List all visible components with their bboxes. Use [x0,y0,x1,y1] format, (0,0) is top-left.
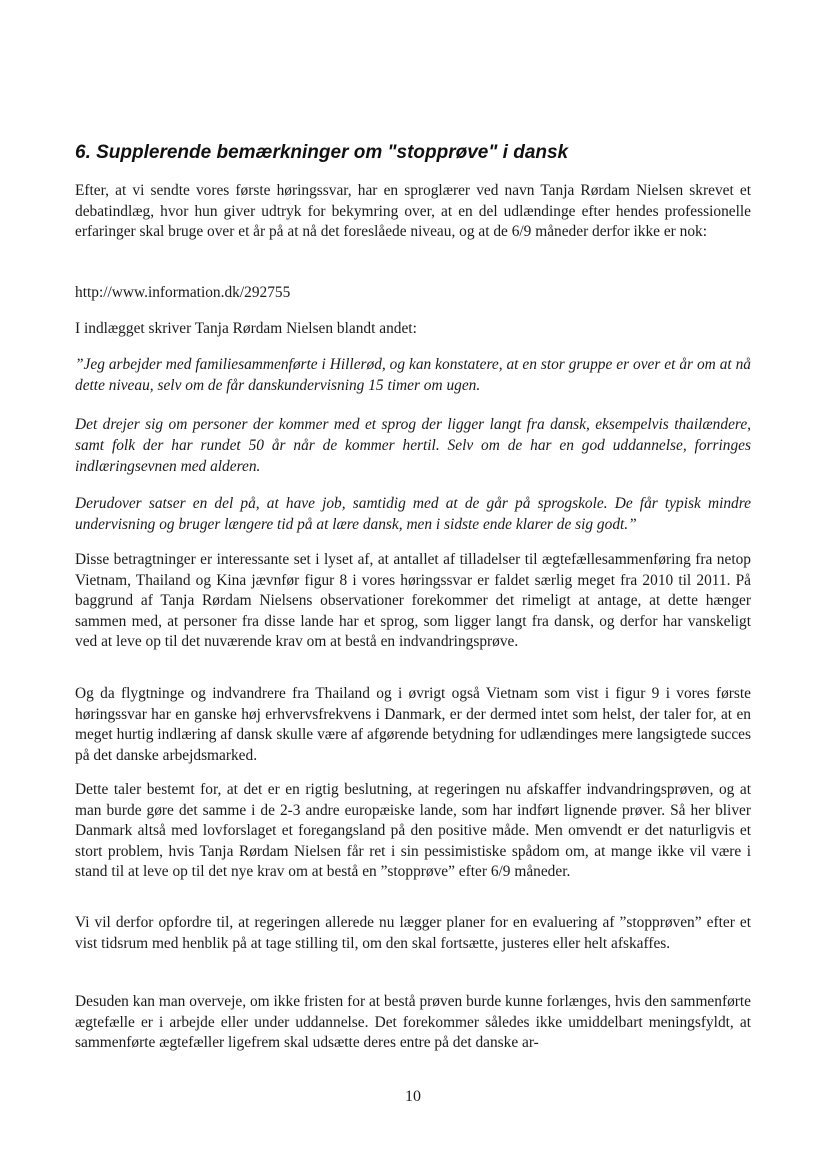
quote-paragraph-3: Derudover satser en del på, at have job, samtidig med at de går på sprogskole. De får typisk mindre undervisning og bruger længere tid på at lære dansk, men i sidste ende klarer de sig godt.” [75,495,751,533]
body-paragraph-3: Dette taler bestemt for, at det er en rigtig beslutning, at regeringen nu afskaffer indvandringsprøven, og at man burde gøre det samme i de 2-3 andre europæiske lande, som har indført lignende prøver. Så her bliver Danmark altså med lovforslaget et foregangsland på den positive måde. Men omvendt er det naturligvis et stort problem, hvis Tanja Rørdam Nielsen får ret i sin pessimistiske spådom om, at mange ikke vil være i stand til at leve op til det nye krav om at bestå en ”stopprøve” efter 6/9 måneder. [75,781,751,880]
quote-paragraph-1: ”Jeg arbejder med familiesammenførte i Hillerød, og kan konstatere, at en stor gruppe er over et år om at nå dette niveau, selv om de får danskundervisning 15 timer om ugen. [75,356,751,394]
section-heading: 6. Supplerende bemærkninger om "stopprøve" i dansk [75,142,569,163]
body-paragraph-2: Og da flygtninge og indvandrere fra Thailand og i øvrigt også Vietnam som vist i figur 9 i vores første høringssvar har en ganske høj erhvervsfrekvens i Danmark, er der dermed intet som helst, der taler for, at en meget hurtig indlæring af dansk skulle være af afgørende betydning for udlændinges mere langsigtede succes på det danske arbejdsmarked. [75,685,751,764]
quote-paragraph-2: Det drejer sig om personer der kommer med et sprog der ligger langt fra dansk, eksempelvis thailændere, samt folk der har rundet 50 år når de kommer hertil. Selv om de har en god uddannelse, forringes indlæringsevnen med alderen. [75,416,751,475]
page-number: 10 [405,1088,421,1105]
intro-paragraph: Efter, at vi sendte vores første høringssvar, har en sproglærer ved navn Tanja Rørdam Nielsen skrevet et debatindlæg, hvor hun giver udtryk for bekymring over, at en del udlændinge efter hendes professionelle erfaringer skal bruge over et år på at nå det foreslåede niveau, og at de 6/9 måneder derfor ikke er nok: [75,182,751,240]
article-link[interactable]: http://www.information.dk/292755 [75,284,291,301]
body-paragraph-5: Desuden kan man overveje, om ikke fristen for at bestå prøven burde kunne forlænges, hvis den sammenførte ægtefælle er i arbejde eller under uddannelse. Det forekommer således ikke umiddelbart meningsfyldt, at sammenførte ægtefæller ligefrem skal udsætte deres entre på det danske ar- [75,993,751,1051]
body-paragraph-4: Vi vil derfor opfordre til, at regeringen allerede nu lægger planer for en evaluering af ”stopprøven” efter et vist tidsrum med henblik på at tage stilling til, om den skal fortsætte, justeres eller helt afskaffes. [75,914,751,952]
lead-in-paragraph: I indlægget skriver Tanja Rørdam Nielsen blandt andet: [75,320,417,337]
body-paragraph-1: Disse betragtninger er interessante set i lyset af, at antallet af tilladelser til ægtefællesammenføring fra netop Vietnam, Thailand og Kina jævnfør figur 8 i vores høringssvar er faldet særlig meget fra 2010 til 2011. På baggrund af Tanja Rørdam Nielsens observationer forekommer det rimeligt at antage, at dette hænger sammen med, at personer fra disse lande har et sprog, som ligger langt fra dansk, og derfor har vanskeligt ved at leve op til det nuværende krav om at bestå en indvandringsprøve. [75,551,751,650]
